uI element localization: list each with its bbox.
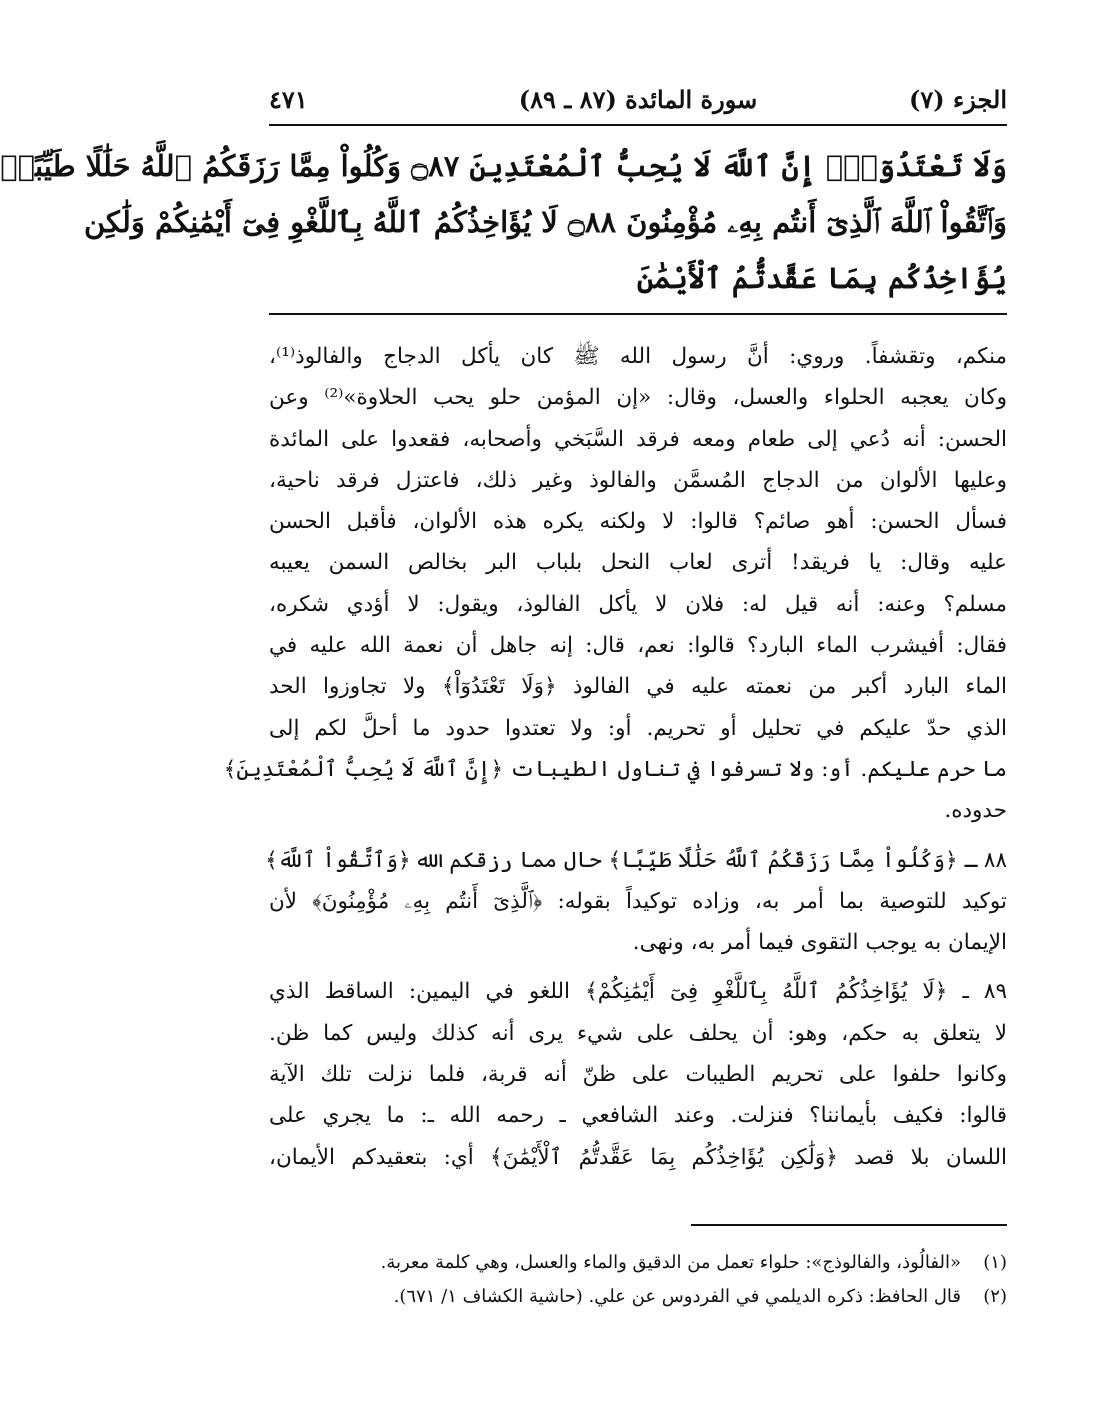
commentary-line: وعليها الألوان من الدجاج المُسمَّن والفالوذ وغير ذلك، فاعتزل فرقد ناحية، (269, 467, 1007, 493)
quran-text-block (0, 138, 1007, 306)
page-number: ٤٧١ (269, 85, 308, 114)
footnotes-block (269, 1246, 1007, 1314)
footnote-2 (269, 1280, 1007, 1314)
commentary-line: الماء البارد أكبر من نعمته عليه في الفالوذ ﴿وَلَا تَعْتَدُوٓاْ﴾ ولا تجاوزوا الحد (269, 674, 1007, 700)
surah-title: سورة المائدة (٨٧ ـ ٨٩) (518, 85, 758, 114)
verse-89-line: قالوا: فكيف بأيماننا؟ فنزلت. وعند الشافعي ـ رحمه الله ـ: ما يجري على (269, 1103, 1007, 1129)
verse-89-line: لا يتعلق به حكم، وهو: أن يحلف على شيء يرى أنه كذلك وليس كما ظن. (269, 1020, 1007, 1046)
verse-89-line: اللسان بلا قصد ﴿وَلَٰكِن يُؤَاخِذُكُم بِمَا عَقَّدتُّمُ ٱلْأَيْمَٰنَ﴾ أي: بتعقيدكم الأيمان، (269, 1144, 1007, 1170)
commentary-line: منكم، وتقشفاً. وروي: أنَّ رسول الله ﷺ كان يأكل الدجاج والفالوذ⁽¹⁾، (269, 344, 1007, 369)
commentary-line: مسلم؟ وعنه: أنه قيل له: فلان لا يأكل الفالوذ، ويقول: لا أؤدي شكره، (269, 591, 1007, 617)
commentary-line: فقال: أفيشرب الماء البارد؟ قالوا: نعم، قال: إنه جاهل أن نعمة الله عليه في (269, 633, 1007, 659)
commentary-line: ما حرم عليكم. أو: ولا تسرفوا في تناول الطيبات ﴿إِنَّ ٱللَّهَ لَا يُحِبُّ ٱلْمُعْتَدِينَ﴾ (223, 756, 1007, 782)
footnote-divider (691, 1224, 1007, 1226)
footnote-text: قال الحافظ: ذكره الديلمي في الفردوس عن علي. (حاشية الكشاف ١/ ٦٧١). (393, 1286, 961, 1307)
commentary-line: حدوده. (944, 798, 1007, 824)
quran-line: يُؤَاخِذُكُم بِمَا عَقَّدتُّمُ ٱلْأَيْمَٰنَ (636, 261, 1007, 295)
footnote-number: (٢) (983, 1286, 1007, 1307)
commentary-line: فسأل الحسن: أهو صائم؟ قالوا: لا ولكنه يكره هذه الألوان، فأقبل الحسن (269, 509, 1007, 535)
verse-88-line: الإيمان به يوجب التقوى فيما أمر به، ونهى. (632, 930, 1007, 956)
page-header (269, 82, 1007, 122)
verse-88-line: ٨٨ ـ ﴿وَكُلُواْ مِمَّا رَزَقَكُمُ ٱللَّهُ حَلَٰلًا طَيِّبًا﴾ حال مما رزقكم الله ﴿وَٱتَّقُواْ ٱللَّهَ﴾ (265, 847, 1007, 873)
verse-89-line: ٨٩ ـ ﴿لَا يُؤَاخِذُكُمُ ٱللَّهُ بِٱللَّغْوِ فِىٓ أَيْمَٰنِكُمْ﴾ اللغو في اليمين: الساقط الذي (269, 979, 1007, 1005)
verse-89-line: وكانوا حلفوا على تحريم الطيبات على ظنّ أنه قربة، فلما نزلت تلك الآية (269, 1062, 1007, 1088)
commentary-line: عليه وقال: يا فريقد! أترى لعاب النحل بلباب البر بخالص السمن يعيبه (269, 550, 1007, 576)
quran-divider (269, 313, 1007, 315)
footnote-1 (269, 1246, 1007, 1280)
quran-line: وَلَا تَعْتَدُوٓاْۚ إِنَّ ٱللَّهَ لَا يُحِبُّ ٱلْمُعْتَدِينَ ۝٨٧ وَكُلُواْ مِمَّا رَزَقَكُمُ ٱللَّهُ حَلَٰلًا طَيِّبًاۚ (0, 149, 1007, 183)
verse-88-line: توكيد للتوصية بما أمر به، وزاده توكيداً بقوله: ﴿ٱلَّذِىٓ أَنتُم بِهِۦ مُؤْمِنُونَ﴾ لأن (269, 888, 1007, 914)
footnote-number: (١) (983, 1252, 1007, 1273)
commentary-line: وكان يعجبه الحلواء والعسل، وقال: «إن المؤمن حلو يحب الحلاوة»⁽²⁾ وعن (269, 385, 1007, 411)
commentary-line: الحسن: أنه دُعي إلى طعام ومعه فرقد السَّبَخي وأصحابه، فقعدوا على المائدة (269, 426, 1007, 452)
commentary-line: الذي حدّ عليكم في تحليل أو تحريم. أو: ولا تعتدوا حدود ما أحلَّ لكم إلى (269, 715, 1007, 741)
footnote-text: «الفالُوذ، والفالوذج»: حلواء تعمل من الدقيق والماء والعسل، وهي كلمة معربة. (380, 1252, 961, 1273)
commentary-block (223, 336, 1007, 1178)
quran-line: وَٱتَّقُواْ ٱللَّهَ ٱلَّذِىٓ أَنتُم بِهِۦ مُؤْمِنُونَ ۝٨٨ لَا يُؤَاخِذُكُمُ ٱللَّهُ بِٱللَّغْوِ فِىٓ أَيْمَٰنِكُمْ وَلَٰكِن (83, 205, 1007, 239)
header-divider (269, 124, 1007, 126)
juz-label: الجزء (٧) (909, 85, 1007, 114)
